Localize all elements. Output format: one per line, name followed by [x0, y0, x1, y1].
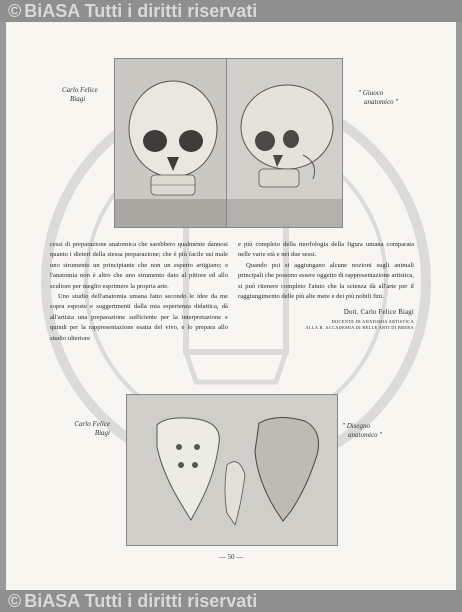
skull-side-illustration	[226, 58, 343, 228]
paragraph: e più completo della morfologia della figura umana comparata nelle varie età e nei due sessi.	[238, 241, 414, 259]
author-signature: Dott. Carlo Felice Biagi	[343, 309, 414, 317]
page-number: — 50 —	[218, 553, 244, 561]
watermark-text: BiASA Tutti i diritti riservati	[24, 1, 258, 21]
article-column-right	[238, 240, 414, 331]
article-column-left	[50, 240, 228, 344]
watermark-banner-bottom	[0, 590, 462, 612]
copyright-symbol: ©	[8, 1, 22, 21]
sacrum-illustration	[126, 394, 338, 546]
paragraph: cessi di preparazione anatomica che sarebbero qualmente dannosi quanto i dieteri della stessa preparazione; che è più facile usi male uno strumento un principiante che non un esperto artigiano; e l'anatomia non è altro che uno strumento dato al pittore ed allo scultore per meglio esprimere la propria arte.	[50, 241, 228, 290]
figure-caption-4: " Disegno anatomico "	[342, 422, 383, 439]
skull-front-illustration	[114, 58, 228, 228]
paragraph: Quando poi si aggiungano alcune nozioni sugli animali principali che possono essere oggetto di rappresentazione artistica, si può ritenere completo l'aiuto che la scienza dà all'arte per il raggiungimento delle più alte mete e dei più nobili fini.	[238, 261, 414, 301]
watermark-banner-top	[0, 0, 462, 22]
watermark-text: BiASA Tutti i diritti riservati	[24, 591, 258, 611]
document-page	[6, 22, 456, 592]
figure-caption-1: Carlo Felice Biagi	[62, 86, 98, 103]
author-title: DOCENTE DI ANATOMIA ARTISTICA	[331, 318, 414, 324]
figure-caption-3: Carlo Felice Biagi	[74, 420, 110, 437]
author-affiliation: ALLA R. ACCADEMIA DI BELLE ARTI DI BRERA	[305, 324, 414, 330]
copyright-symbol: ©	[8, 591, 22, 611]
figure-caption-2: " Giuoco anatomico "	[358, 89, 399, 106]
paragraph: Uno studio dell'anatomia umana fatto secondo le idee da me sopra esposte e suggerimenti dalla mia esperienza didattica, dà all'artista una preparazione sufficiente per la interpretazione e quindi per la rappresentazione esatta del vivo, e lo prepara allo studio ulteriore	[50, 293, 228, 342]
